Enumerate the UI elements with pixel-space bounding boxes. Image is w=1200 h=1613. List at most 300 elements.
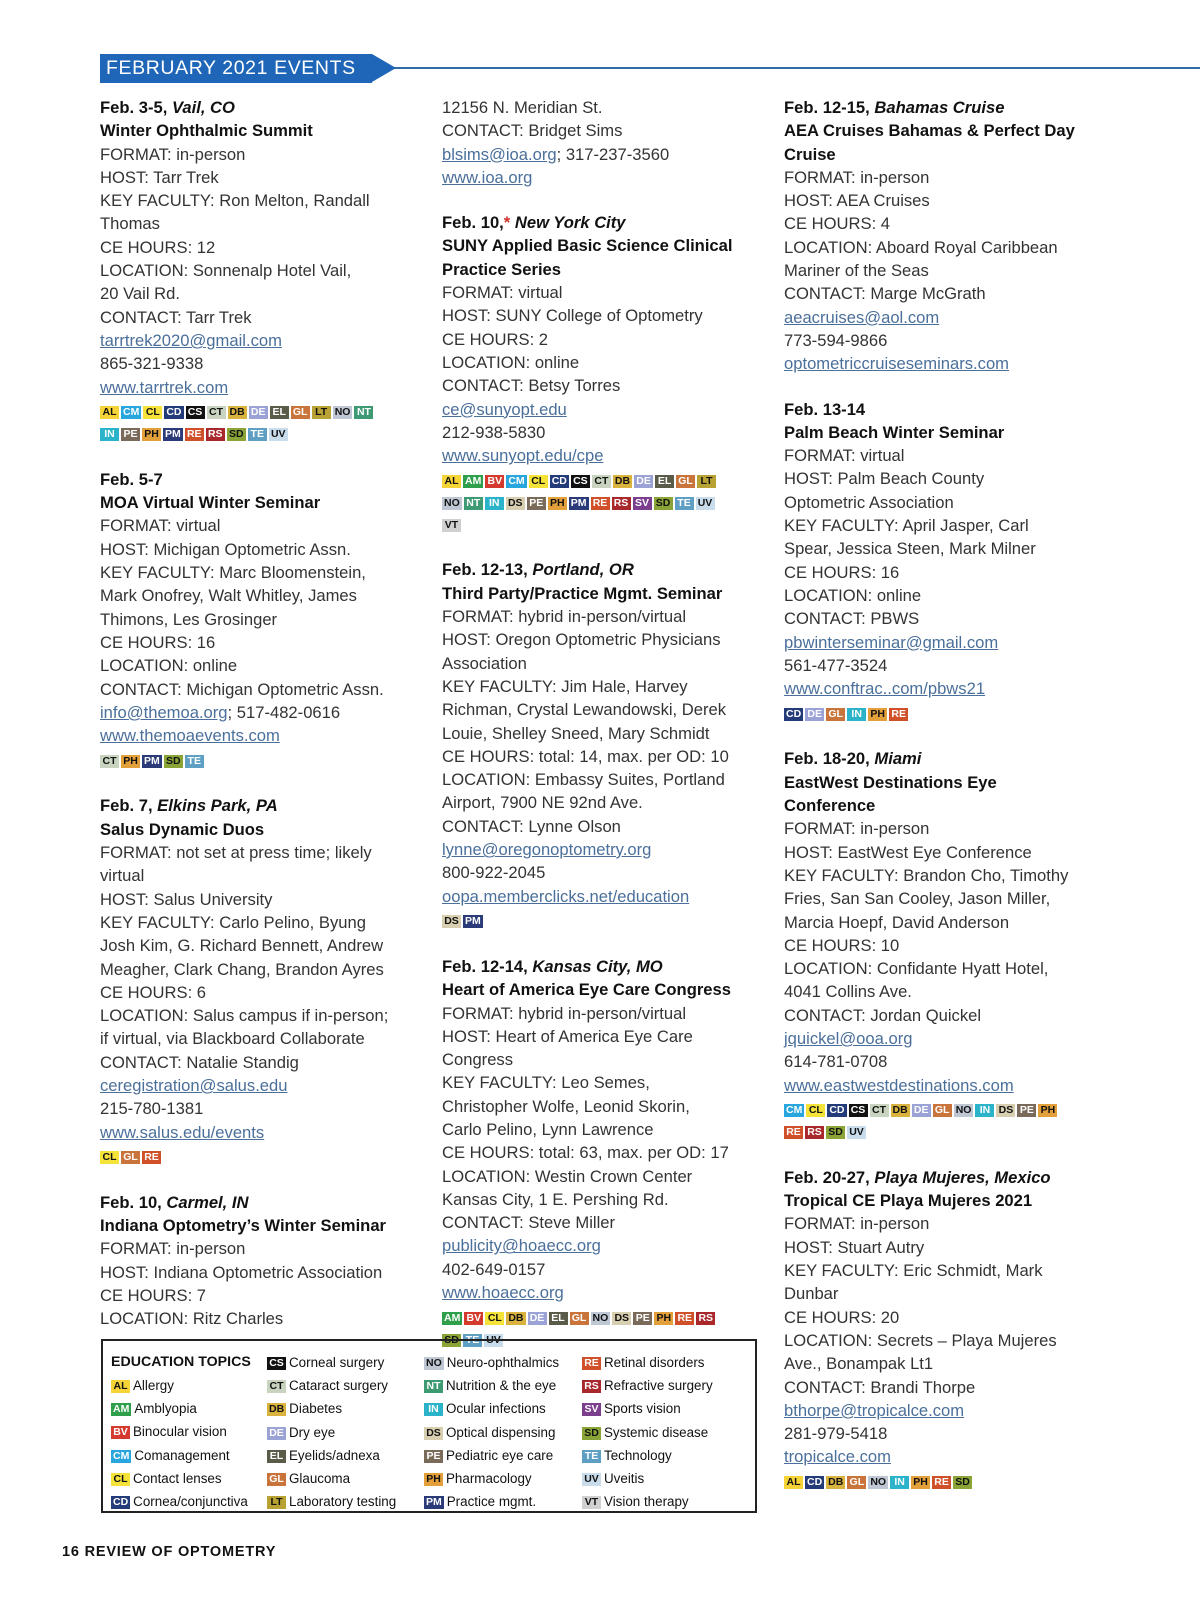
event-link[interactable]: publicity@hoaecc.org	[442, 1236, 601, 1256]
legend-item	[424, 1421, 559, 1444]
event-detail-line	[784, 1329, 1100, 1352]
event-detail-line	[442, 885, 762, 908]
event-link[interactable]: pbwinterseminar@gmail.com	[784, 632, 999, 652]
topic-badge-ph: PH	[1038, 1104, 1057, 1117]
topic-badge-re: RE	[932, 1476, 951, 1489]
topic-badge-cm: CM	[113, 1449, 130, 1462]
event-phone: ; 317-237-3560	[556, 144, 670, 164]
event-listing	[100, 96, 422, 446]
topic-badge-am: AM	[444, 1311, 461, 1324]
event-detail-line	[100, 329, 422, 352]
topic-badge-gl: GL	[847, 1476, 866, 1489]
topic-badges	[784, 1472, 1100, 1494]
event-date	[784, 747, 1100, 770]
event-detail-line	[784, 561, 1100, 584]
topic-badge-bv: BV	[485, 475, 504, 488]
event-location-title: Elkins Park, PA	[157, 796, 278, 816]
legend-label: Practice mgmt.	[446, 1494, 537, 1510]
event-detail-line	[784, 654, 1100, 677]
event-detail-text: CONTACT: Natalie Standig	[100, 1052, 299, 1072]
topic-badge-vt: VT	[582, 1496, 601, 1509]
topic-badge-sd: SD	[654, 497, 673, 510]
event-detail-line	[442, 698, 762, 721]
event-link[interactable]: www.sunyopt.edu/cpe	[442, 446, 604, 466]
event-link[interactable]: www.hoaecc.org	[442, 1283, 564, 1303]
event-detail-line	[784, 306, 1100, 329]
event-link[interactable]: www.conftrac..com/pbws21	[784, 679, 986, 699]
event-listing	[100, 1191, 422, 1331]
legend-item	[582, 1397, 713, 1420]
event-location-title: Carmel, IN	[166, 1192, 249, 1212]
topic-badges	[784, 703, 1100, 725]
event-detail-text: 773-594-9866	[784, 330, 888, 350]
legend-label: Neuro-ophthalmics	[446, 1355, 560, 1370]
legend-label: Retinal disorders	[604, 1355, 705, 1370]
topic-badge-cd: CD	[113, 1495, 129, 1508]
event-detail-line	[442, 722, 762, 745]
event-detail-line	[442, 1211, 762, 1234]
topic-badge-de: DE	[528, 1312, 547, 1325]
topic-badge-ph: PH	[142, 428, 161, 441]
event-detail-text: 4041 Collins Ave.	[784, 982, 912, 1002]
topic-badge-el: EL	[267, 1450, 286, 1463]
event-detail-text: KEY FACULTY: Carlo Pelino, Byung	[100, 912, 366, 932]
topic-badge-ph: PH	[868, 708, 887, 721]
header-rule	[385, 67, 1200, 69]
event-detail-text: CE HOURS: 4	[784, 214, 891, 234]
legend-label: Ocular infections	[446, 1401, 546, 1417]
topic-badge-row	[100, 750, 422, 772]
event-detail-line	[442, 838, 762, 861]
event-detail-text: CE HOURS: 10	[784, 935, 900, 955]
event-detail-line	[784, 329, 1100, 352]
topic-badge-no: NO	[955, 1104, 972, 1117]
topic-badges	[100, 750, 422, 772]
event-detail-line	[100, 189, 422, 212]
event-listing	[100, 468, 422, 773]
event-detail-line	[100, 1097, 422, 1120]
event-detail-text: CONTACT: Bridget Sims	[442, 121, 623, 141]
topic-badge-sd: SD	[826, 1126, 845, 1139]
event-detail-text: HOST: Oregon Optometric Physicians	[442, 630, 721, 650]
event-detail-text: LOCATION: online	[442, 352, 580, 372]
topic-badge-nt: NT	[464, 497, 483, 510]
event-detail-line	[784, 980, 1100, 1003]
event-detail-text: FORMAT: not set at press time; likely	[100, 843, 372, 863]
event-detail-line	[784, 166, 1100, 189]
events-column-1	[100, 96, 422, 1353]
event-link[interactable]: tarrtrek2020@gmail.com	[100, 330, 282, 350]
legend-label: Allergy	[133, 1378, 174, 1393]
legend-item	[424, 1351, 559, 1374]
event-date-text: Feb. 20-27,	[784, 1167, 875, 1187]
event-listing	[784, 747, 1100, 1143]
topic-badge-cs: CS	[267, 1357, 286, 1370]
topic-badge-row	[442, 911, 762, 933]
event-detail-line	[100, 678, 422, 701]
legend-label: Binocular vision	[133, 1424, 227, 1440]
event-detail-text: CE HOURS: 2	[442, 329, 549, 349]
event-date	[784, 96, 1100, 119]
event-detail-text: Optometric Association	[784, 492, 954, 512]
legend-label: Diabetes	[289, 1401, 343, 1417]
topic-badge-lt: LT	[267, 1496, 286, 1509]
event-detail-text: FORMAT: in-person	[100, 1239, 246, 1259]
event-detail-line	[442, 768, 762, 791]
event-name: EastWest Destinations Eye	[784, 772, 997, 792]
event-detail-text: LOCATION: Salus campus if in-person;	[100, 1006, 389, 1026]
event-name: Practice Series	[442, 259, 562, 279]
event-link[interactable]: ceregistration@salus.edu	[100, 1075, 288, 1095]
event-date-text: Feb. 13-14	[784, 399, 866, 419]
topic-badge-lt: LT	[697, 475, 716, 488]
event-link[interactable]: bthorpe@tropicalce.com	[784, 1400, 965, 1420]
event-location-title: Kansas City, MO	[532, 956, 663, 976]
event-detail-text: HOST: Stuart Autry	[784, 1237, 925, 1257]
event-listing	[442, 558, 762, 932]
event-listing	[100, 794, 422, 1168]
event-detail-line	[100, 1074, 422, 1097]
event-detail-text: Association	[442, 653, 527, 673]
event-detail-line	[442, 861, 762, 884]
topic-badge-gl: GL	[676, 475, 695, 488]
event-date-text: Feb. 12-15,	[784, 98, 875, 117]
topic-badge-ph: PH	[911, 1476, 930, 1489]
event-detail-text: FORMAT: virtual	[784, 446, 905, 466]
legend-item	[111, 1490, 251, 1513]
event-date-text: Feb. 10,	[100, 1192, 167, 1212]
event-detail-line	[442, 1281, 762, 1304]
event-detail-line	[784, 1422, 1100, 1445]
legend-item	[424, 1397, 559, 1420]
topic-badge-ds: DS	[996, 1104, 1015, 1117]
topic-badge-no: NO	[870, 1476, 887, 1488]
event-link[interactable]: tropicalce.com	[784, 1447, 891, 1467]
event-listing	[442, 211, 762, 536]
event-location-title: New York City	[510, 213, 626, 233]
legend-item	[111, 1420, 251, 1443]
event-detail-text: FORMAT: hybrid in-person/virtual	[442, 1003, 687, 1023]
topic-badge-pm: PM	[165, 428, 181, 441]
event-detail-line	[442, 421, 762, 444]
topic-badge-no: NO	[334, 406, 351, 419]
event-detail-text: KEY FACULTY: Leo Semes,	[442, 1073, 650, 1093]
event-date-text: Feb. 10,	[442, 213, 504, 233]
legend-label: Cataract surgery	[289, 1378, 388, 1394]
legend-column-4	[582, 1351, 713, 1513]
event-detail-text: LOCATION: online	[100, 656, 238, 676]
legend-label: Comanagement	[134, 1447, 230, 1463]
event-date-text: Feb. 12-14,	[442, 956, 533, 976]
event-detail-line	[100, 888, 422, 911]
topic-badge-gl: GL	[933, 1104, 952, 1117]
page-footer	[62, 1544, 276, 1560]
event-detail-line	[442, 652, 762, 675]
event-location-title: Miami	[874, 749, 922, 769]
legend-item	[582, 1490, 713, 1513]
event-link[interactable]: blsims@ioa.org	[442, 144, 557, 164]
topic-badge-ds: DS	[506, 497, 525, 510]
event-link[interactable]: www.eastwestdestinations.com	[784, 1075, 1014, 1095]
topic-badge-pm: PM	[144, 754, 160, 767]
education-topics-legend	[101, 1339, 757, 1513]
topic-badge-sd: SD	[953, 1476, 972, 1489]
event-detail-text: Fries, San San Cooley, Jason Miller,	[784, 889, 1051, 909]
topic-badge-rs: RS	[696, 1312, 715, 1325]
event-detail-text: 561-477-3524	[784, 655, 888, 675]
event-detail-text: Mariner of the Seas	[784, 261, 929, 281]
event-link[interactable]: ce@sunyopt.edu	[442, 399, 567, 419]
event-detail-text: virtual	[100, 866, 145, 886]
event-detail-line	[784, 236, 1100, 259]
legend-label: Systemic disease	[604, 1424, 709, 1440]
event-detail-line	[784, 864, 1100, 887]
event-detail-line	[100, 841, 422, 864]
event-detail-line	[442, 304, 762, 327]
event-date	[442, 211, 762, 234]
event-detail-text: Congress	[442, 1050, 514, 1070]
event-name: Cruise	[784, 144, 836, 164]
topic-badge-re: RE	[784, 1126, 803, 1139]
event-detail-line	[784, 189, 1100, 212]
event-detail-text: CONTACT: Tarr Trek	[100, 307, 252, 327]
event-detail-text: 614-781-0708	[784, 1052, 888, 1072]
event-listing	[784, 1166, 1100, 1494]
topic-badge-ct: CT	[267, 1380, 286, 1393]
event-detail-line	[100, 1307, 422, 1330]
event-detail-text: CE HOURS: 16	[100, 632, 216, 652]
topic-badge-sd: SD	[442, 1334, 461, 1347]
event-detail-text: 215-780-1381	[100, 1099, 204, 1119]
legend-item	[267, 1351, 396, 1374]
event-detail-text: HOST: SUNY College of Optometry	[442, 306, 703, 326]
event-detail-line	[442, 1118, 762, 1141]
event-detail-text: FORMAT: virtual	[442, 283, 563, 303]
topic-badge-rs: RS	[805, 1126, 824, 1139]
topic-badge-pe: PE	[121, 428, 140, 441]
event-detail-text: HOST: Indiana Optometric Association	[100, 1262, 383, 1282]
event-detail-line	[784, 1259, 1100, 1282]
topic-badge-uv: UV	[582, 1473, 601, 1486]
event-link[interactable]: lynne@oregonoptometry.org	[442, 840, 652, 860]
topic-badge-row	[100, 1147, 422, 1169]
event-detail-line	[784, 1445, 1100, 1468]
topic-badge-de: DE	[805, 708, 824, 721]
event-detail-line	[100, 654, 422, 677]
event-link[interactable]: aeacruises@aol.com	[784, 307, 940, 327]
event-detail-line	[442, 398, 762, 421]
event-detail-line	[784, 1236, 1100, 1259]
section-title: FEBRUARY 2021 EVENTS	[106, 57, 356, 79]
topic-badge-el: EL	[270, 406, 289, 419]
event-detail-text: FORMAT: virtual	[100, 516, 221, 536]
topic-badge-gl: GL	[121, 1151, 140, 1164]
event-detail-line	[100, 236, 422, 259]
event-date	[442, 955, 762, 978]
legend-item	[424, 1374, 559, 1397]
legend-title: EDUCATION TOPICS	[111, 1354, 251, 1370]
topic-badge-am: AM	[113, 1403, 130, 1416]
event-detail-line	[784, 1352, 1100, 1375]
event-detail-text: HOST: Michigan Optometric Assn.	[100, 539, 351, 559]
event-detail-line	[784, 1306, 1100, 1329]
event-link[interactable]: www.tarrtrek.com	[100, 377, 229, 397]
legend-item	[424, 1490, 559, 1513]
legend-item	[267, 1374, 396, 1397]
event-detail-line	[784, 1004, 1100, 1027]
event-detail-line	[100, 282, 422, 305]
event-detail-text: LOCATION: Ritz Charles	[100, 1309, 284, 1329]
legend-item	[111, 1467, 251, 1490]
event-detail-text: Meagher, Clark Chang, Brandon Ayres	[100, 959, 384, 979]
event-name: Indiana Optometry’s Winter Seminar	[100, 1216, 386, 1236]
event-detail-line	[442, 1258, 762, 1281]
event-detail-text: HOST: AEA Cruises	[784, 191, 930, 211]
topic-badge-te: TE	[185, 755, 204, 768]
event-detail-line	[100, 1261, 422, 1284]
event-link[interactable]: www.ioa.org	[442, 167, 533, 187]
event-detail-text: 12156 N. Meridian St.	[442, 98, 603, 117]
event-detail-line	[784, 1027, 1100, 1050]
event-name: Third Party/Practice Mgmt. Seminar	[442, 583, 723, 603]
legend-item	[111, 1374, 251, 1397]
event-detail-text: 800-922-2045	[442, 863, 546, 883]
topic-badge-cd: CD	[166, 406, 182, 419]
events-column-2	[442, 96, 762, 1373]
topic-badge-uv: UV	[696, 497, 715, 510]
event-detail-text: KEY FACULTY: Jim Hale, Harvey	[442, 676, 688, 696]
event-detail-text: HOST: Salus University	[100, 889, 273, 909]
event-detail-line	[100, 514, 422, 537]
event-detail-line	[442, 1095, 762, 1118]
event-link[interactable]: info@themoa.org	[100, 702, 228, 722]
event-location-title: Playa Mujeres, Mexico	[874, 1167, 1051, 1187]
event-detail-line	[442, 119, 762, 142]
event-listing	[442, 96, 762, 189]
event-detail-line	[100, 584, 422, 607]
event-detail-text: Ave., Bonampak Lt1	[784, 1354, 934, 1374]
event-detail-text: FORMAT: in-person	[784, 167, 930, 187]
event-location-title: Vail, CO	[171, 98, 235, 117]
event-date	[100, 1191, 422, 1214]
legend-label: Corneal surgery	[289, 1355, 385, 1370]
legend-label: Refractive surgery	[604, 1378, 713, 1394]
topic-badge-bv: BV	[464, 1312, 483, 1325]
legend-column-1	[111, 1351, 251, 1513]
event-link[interactable]: jquickel@ooa.org	[784, 1028, 913, 1048]
topic-badge-re: RE	[889, 708, 908, 721]
event-name: Winter Ophthalmic Summit	[100, 121, 313, 141]
event-detail-line	[442, 374, 762, 397]
event-link[interactable]: oopa.memberclicks.net/education	[442, 886, 690, 906]
event-detail-text: FORMAT: hybrid in-person/virtual	[442, 607, 687, 627]
topic-badge-row	[100, 424, 422, 446]
topic-badge-am: AM	[465, 474, 482, 487]
event-detail-line	[100, 981, 422, 1004]
event-detail-line	[784, 887, 1100, 910]
event-name: Palm Beach Winter Seminar	[784, 422, 1005, 442]
event-detail-line	[100, 1027, 422, 1050]
event-detail-text: LOCATION: online	[784, 585, 922, 605]
event-detail-text: CE HOURS: 7	[100, 1286, 207, 1306]
event-name: AEA Cruises Bahamas & Perfect Day	[784, 121, 1075, 141]
event-detail-line	[784, 631, 1100, 654]
event-detail-line	[784, 1376, 1100, 1399]
topic-badge-sd: SD	[582, 1427, 601, 1440]
event-location-title: Bahamas Cruise	[874, 98, 1005, 117]
topic-badge-row	[784, 703, 1100, 725]
topic-badge-al: AL	[111, 1380, 130, 1393]
topic-badge-db: DB	[229, 406, 245, 419]
legend-label: Uveitis	[604, 1471, 645, 1487]
event-detail-text: HOST: Tarr Trek	[100, 167, 219, 187]
legend-column-3	[424, 1351, 559, 1513]
legend-item	[267, 1490, 396, 1513]
topic-badge-de: DE	[249, 406, 268, 419]
topic-badges	[100, 1147, 422, 1169]
topic-badge-row	[442, 1307, 762, 1329]
event-detail-text: CONTACT: Brandi Thorpe	[784, 1377, 976, 1397]
event-detail-text: CONTACT: Lynne Olson	[442, 816, 621, 836]
event-detail-text: 212-938-5830	[442, 422, 546, 442]
topic-badge-bv: BV	[111, 1426, 130, 1439]
event-detail-text: CE HOURS: 16	[784, 562, 900, 582]
event-detail-line	[442, 815, 762, 838]
topic-badge-ph: PH	[424, 1473, 443, 1486]
topic-badge-el: EL	[655, 475, 674, 488]
event-detail-line	[442, 1025, 762, 1048]
events-column-3	[784, 96, 1100, 1516]
event-link[interactable]: optometriccruiseseminars.com	[784, 354, 1010, 374]
event-detail-line	[100, 864, 422, 887]
topic-badge-re: RE	[582, 1357, 601, 1370]
event-detail-text: FORMAT: in-person	[100, 144, 246, 164]
event-detail-text: CONTACT: Steve Miller	[442, 1213, 616, 1233]
page-number: 16	[62, 1544, 80, 1560]
event-detail-line	[442, 1188, 762, 1211]
legend-label: Nutrition & the eye	[446, 1378, 557, 1394]
event-detail-line	[442, 675, 762, 698]
event-detail-line	[100, 561, 422, 584]
topic-badge-in: IN	[847, 708, 866, 721]
legend-label: Contact lenses	[133, 1470, 222, 1486]
event-detail-line	[100, 259, 422, 282]
event-detail-text: LOCATION: Secrets – Playa Mujeres	[784, 1330, 1057, 1350]
topic-badge-pe: PE	[1017, 1104, 1036, 1117]
legend-item	[582, 1444, 713, 1467]
event-detail-text: HOST: Palm Beach County	[784, 469, 985, 489]
event-link[interactable]: www.themoaevents.com	[100, 726, 280, 746]
topic-badge-cd: CD	[829, 1104, 845, 1117]
topic-badge-row	[442, 492, 762, 514]
event-link[interactable]: www.salus.edu/events	[100, 1122, 265, 1142]
event-detail-line	[442, 1234, 762, 1257]
event-detail-text: CONTACT: Michigan Optometric Assn.	[100, 679, 384, 699]
topic-badge-re: RE	[142, 1151, 161, 1164]
topic-badge-no: NO	[592, 1311, 609, 1324]
topic-badge-ph: PH	[121, 755, 140, 768]
section-banner	[100, 54, 396, 83]
topic-badge-ct: CT	[592, 475, 611, 488]
event-detail-line	[100, 1051, 422, 1074]
event-detail-line	[784, 934, 1100, 957]
event-asterisk: *	[503, 213, 511, 233]
topic-badge-al: AL	[784, 1476, 803, 1489]
event-location-title: Portland, OR	[532, 560, 634, 580]
event-detail-line	[100, 608, 422, 631]
topic-badge-ds: DS	[424, 1427, 443, 1440]
topic-badge-sd: SD	[164, 755, 183, 768]
